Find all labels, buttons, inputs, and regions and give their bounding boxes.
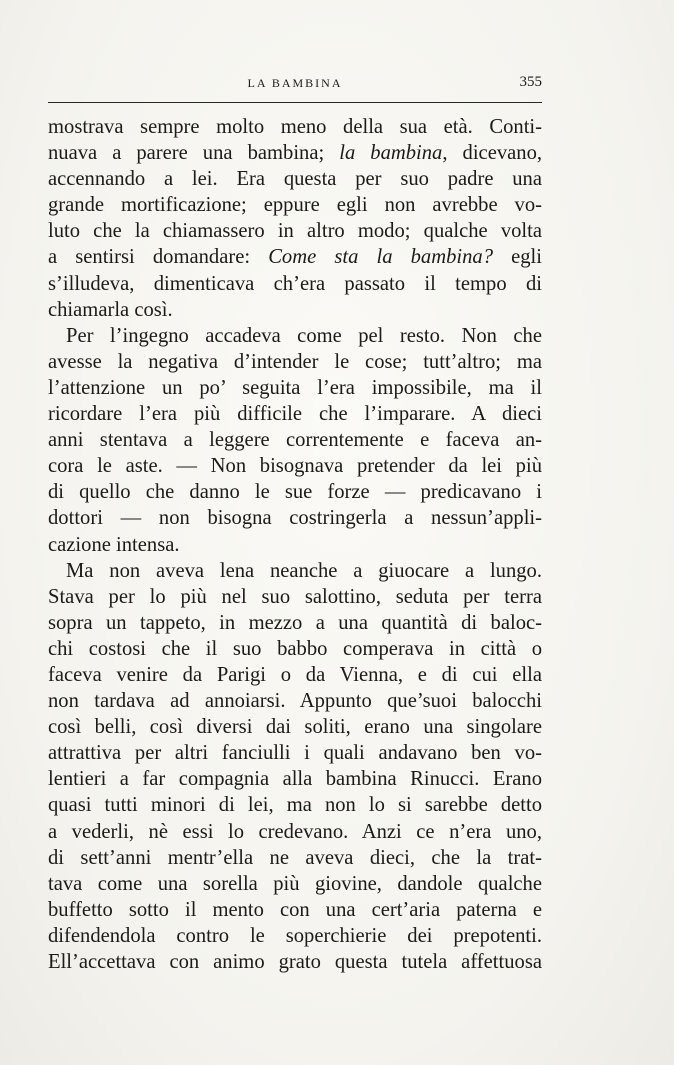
- text-line: di quello che danno le sue forze — predicavano i: [48, 481, 542, 504]
- body-text: [48, 114, 542, 975]
- text-line: attrattiva per altri fanciulli i quali andavano ben vo-: [48, 742, 542, 765]
- text-line: tava come una sorella più giovine, dandole qualche: [48, 872, 542, 895]
- text-line: sopra un tappeto, in mezzo a una quantità di baloc-: [48, 611, 542, 634]
- text-line: l’attenzione un po’ seguita l’era impossibile, ma il: [48, 376, 542, 399]
- text-line: anni stentava a leggere correntemente e faceva an-: [48, 429, 542, 452]
- header-rule: [48, 102, 542, 103]
- text-line: così belli, così diversi dai soliti, erano una singolare: [48, 716, 542, 739]
- text-line: s’illudeva, dimenticava ch’era passato il tempo di: [48, 272, 542, 295]
- text-line: accennando a lei. Era questa per suo padre una: [48, 168, 542, 191]
- text-line: chi costosi che il suo babbo comperava in città o: [48, 637, 542, 660]
- text-line: a sentirsi domandare: Come sta la bambina? egli: [48, 246, 542, 269]
- text-line: mostrava sempre molto meno della sua età. Conti-: [48, 116, 542, 138]
- text-line: non tardava ad annoiarsi. Appunto que’suoi balocchi: [48, 690, 542, 713]
- text-line: di sett’anni mentr’ella ne aveva dieci, che la trat-: [48, 846, 542, 869]
- text-line: cora le aste. — Non bisognava pretender da lei più: [48, 455, 542, 478]
- text-line: chiamarla così.: [48, 298, 173, 321]
- text-line: quasi tutti minori di lei, ma non lo si sarebbe detto: [48, 794, 542, 817]
- text-line: nuava a parere una bambina; la bambina, dicevano,: [48, 142, 543, 165]
- paragraph: [48, 558, 542, 976]
- text-line: dottori — non bisogna costringerla a nessun’appli-: [48, 507, 542, 530]
- text-line: difendendola contro le soperchierie dei prepotenti.: [48, 924, 542, 947]
- running-title: LA BAMBINA: [247, 76, 343, 90]
- paragraph: [48, 114, 542, 323]
- text-line: lentieri a far compagnia alla bambina Rinucci. Erano: [48, 768, 542, 791]
- text-line: ricordare l’era più difficile che l’imparare. A dieci: [48, 403, 542, 426]
- text-line: Ell’accettava con animo grato questa tutela affettuosa: [48, 951, 542, 973]
- paragraph: [48, 323, 542, 558]
- text-line: buffetto sotto il mento con una cert’aria paterna e: [48, 898, 542, 921]
- text-line: cazione intensa.: [48, 533, 180, 556]
- page-number: 355: [519, 74, 542, 90]
- text-line: avesse la negativa d’intender le cose; tutt’altro; ma: [48, 350, 542, 373]
- page-header: [48, 74, 542, 96]
- text-line: luto che la chiamassero in altro modo; qualche volta: [48, 220, 542, 243]
- text-line: a vederli, nè essi lo credevano. Anzi ce n’era uno,: [48, 820, 542, 843]
- text-line: grande mortificazione; eppure egli non avrebbe vo-: [48, 194, 542, 217]
- text-line: Stava per lo più nel suo salottino, seduta per terra: [48, 585, 542, 608]
- text-line: faceva venire da Parigi o da Vienna, e di cui ella: [48, 663, 542, 686]
- text-line: Ma non aveva lena neanche a giuocare a lungo.: [66, 559, 542, 582]
- italic-text: la bambina: [339, 142, 443, 165]
- italic-text: Come sta la bambina?: [268, 246, 493, 269]
- text-line: Per l’ingegno accadeva come pel resto. Non che: [66, 324, 542, 347]
